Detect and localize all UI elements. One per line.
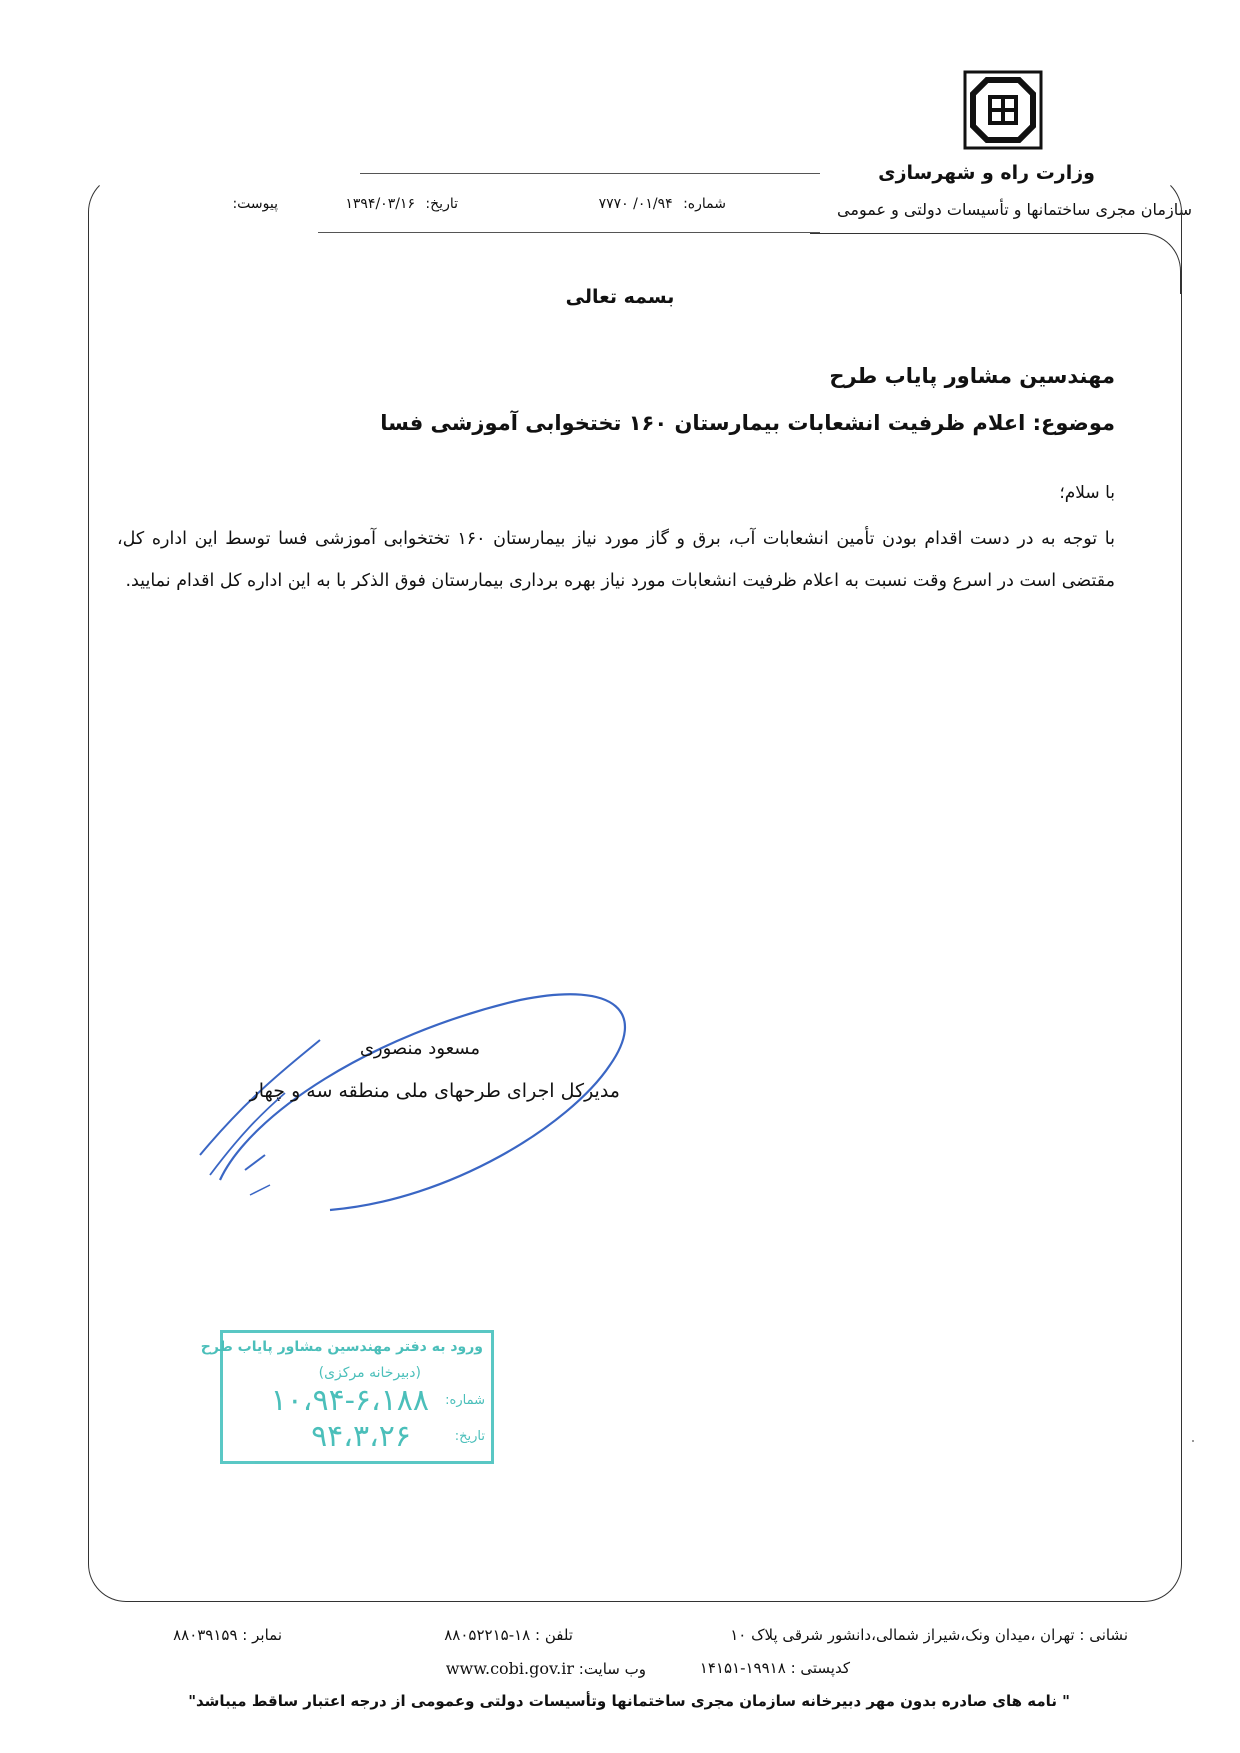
letter-number-label: شماره: bbox=[683, 196, 726, 212]
signer-name: مسعود منصوری bbox=[359, 1038, 480, 1059]
letter-date-value: ۱۳۹۴/۰۳/۱۶ bbox=[345, 196, 415, 212]
stamp-heading: ورود به دفتر مهندسین مشاور پایاب طرح bbox=[200, 1339, 483, 1355]
stamp-date-label: تاریخ: bbox=[454, 1429, 485, 1444]
ministry-logo-icon bbox=[963, 70, 1043, 150]
stamp-number-label: شماره: bbox=[445, 1393, 485, 1408]
footer-website-label: وب سایت: bbox=[578, 1660, 646, 1678]
footer-fax: نمابر : ۸۸۰۳۹۱۵۹ bbox=[173, 1626, 282, 1644]
basmala: بسمه تعالی bbox=[565, 286, 675, 308]
signer-title: مدیرکل اجرای طرحهای ملی منطقه سه و چهار bbox=[249, 1080, 620, 1102]
footer-address: نشانی : تهران ،میدان ونک،شیراز شمالی،دانشور شرقی پلاک ۱۰ bbox=[730, 1626, 1128, 1644]
letter-attachment-label: پیوست: bbox=[232, 196, 278, 212]
stamp-number-value: ۱۰،۹۴-۶،۱۸۸ bbox=[270, 1383, 429, 1418]
letter-number-value: ۰۱/۹۴/ ۷۷۷۰ bbox=[598, 196, 673, 212]
greeting: با سلام؛ bbox=[1059, 483, 1115, 503]
receipt-stamp bbox=[200, 1330, 494, 1464]
letter-date-label: تاریخ: bbox=[425, 196, 458, 212]
organization-name: سازمان مجری ساختمانها و تأسیسات دولتی و عمومی bbox=[837, 200, 1192, 219]
footer-validity-note: " نامه های صادره بدون مهر دبیرخانه سازمان مجری ساختمانها وتأسیسات دولتی وعمومی از درجه اعتبار ساقط میباشد" bbox=[188, 1692, 1070, 1710]
footer-phone: تلفن : ۱۸-۸۸۰۵۲۲۱۵ bbox=[444, 1626, 573, 1644]
ministry-name: وزارت راه و شهرسازی bbox=[878, 162, 1095, 184]
letter-body: با توجه به در دست اقدام بودن تأمین انشعابات آب، برق و گاز مورد نیاز بیمارستان ۱۶۰ تختخوابی آموزشی فسا توسط این اداره کل، مقتضی است در اسرع وقت نسبت به اعلام ظرفیت انشعابات مورد نیاز بهره برداری بیمارستان فوق الذکر با به این اداره کل اقدام نمایید. bbox=[117, 529, 1115, 591]
scan-speck bbox=[1192, 1440, 1194, 1442]
subject: موضوع: اعلام ظرفیت انشعابات بیمارستان ۱۶۰ تختخوابی آموزشی فسا bbox=[380, 411, 1115, 435]
stamp-subheading: (دبیرخانه مرکزی) bbox=[318, 1365, 421, 1381]
stamp-date-value: ۹۴،۳،۲۶ bbox=[311, 1419, 411, 1454]
footer-website-url[interactable]: www.cobi.gov.ir bbox=[445, 1659, 574, 1678]
footer-postal-code: کدپستی : ۱۹۹۱۸-۱۴۱۵۱ bbox=[699, 1659, 850, 1677]
footer-website bbox=[446, 1659, 646, 1678]
recipient: مهندسین مشاور پایاب طرح bbox=[829, 364, 1115, 388]
letter-frame-corner bbox=[810, 233, 1181, 294]
